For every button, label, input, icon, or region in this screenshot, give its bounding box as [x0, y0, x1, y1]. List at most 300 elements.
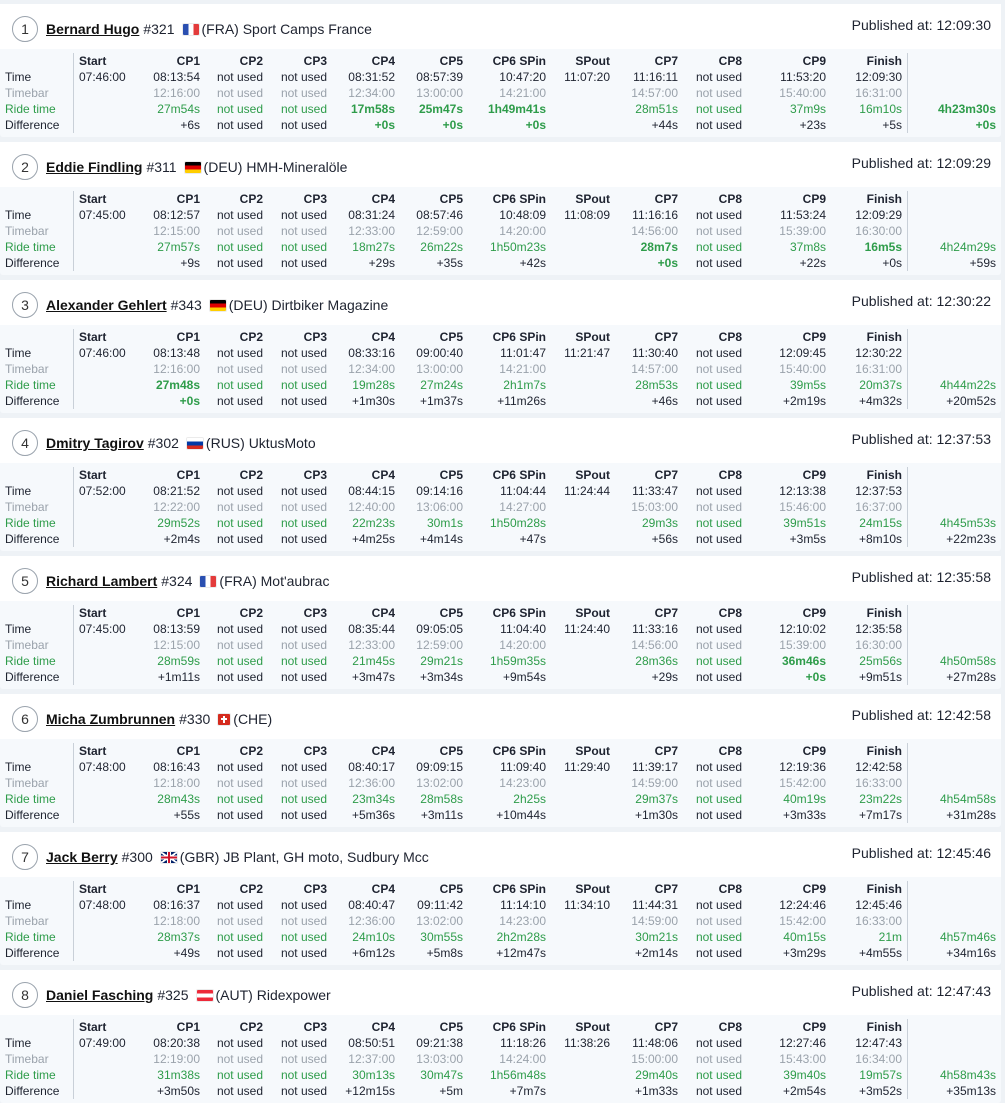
split-cell: not used [695, 622, 742, 636]
split-cell: 11:21:47 [564, 346, 610, 360]
fra-flag-icon [183, 24, 199, 35]
split-cell: +47s [519, 532, 546, 546]
split-cell: +1m33s [634, 1084, 678, 1098]
column-header: CP1 [176, 882, 200, 896]
split-cell: 22m23s [352, 516, 395, 530]
che-flag-icon [218, 714, 230, 725]
split-cell: 2h2m28s [496, 930, 546, 944]
split-cell: 12:18:00 [153, 776, 200, 790]
rank-badge: 2 [12, 154, 38, 180]
column-divider [73, 1019, 74, 1099]
split-cell: 14:21:00 [499, 362, 546, 376]
split-cell: +8m10s [858, 532, 902, 546]
split-cell: +27m28s [946, 670, 996, 684]
rider-card [0, 832, 1001, 965]
split-cell: 1h59m35s [489, 654, 546, 668]
split-cell: 12:35:58 [855, 622, 902, 636]
published-time [852, 707, 991, 723]
bib-number: #325 [157, 987, 189, 1003]
split-cell: 21m45s [352, 654, 395, 668]
column-divider [73, 467, 74, 547]
split-cell: 11:53:20 [780, 70, 826, 84]
split-cell: 12:09:29 [855, 208, 902, 222]
row-label-diff: Difference [5, 394, 60, 408]
split-cell: 16:33:00 [855, 914, 902, 928]
split-cell: not used [695, 670, 742, 684]
column-header: CP6 SPin [492, 192, 546, 206]
splits-table [0, 743, 1001, 823]
split-cell: 08:31:24 [348, 208, 395, 222]
split-cell: 12:19:36 [779, 760, 826, 774]
split-cell: 07:45:00 [79, 208, 126, 222]
row-label-timebar: Timebar [5, 776, 49, 790]
split-cell: 11:01:47 [500, 346, 546, 360]
split-cell: 25m56s [859, 654, 902, 668]
splits-table [0, 191, 1001, 271]
rider-name-link[interactable]: Alexander Gehlert [46, 297, 167, 313]
split-cell: not used [280, 256, 327, 270]
column-header: CP4 [371, 54, 395, 68]
split-cell: not used [216, 1052, 263, 1066]
rank-badge: 6 [12, 706, 38, 732]
split-cell: +12m15s [345, 1084, 395, 1098]
split-cell: 13:02:00 [416, 776, 463, 790]
split-cell: 12:10:02 [779, 622, 826, 636]
rider-info [46, 848, 429, 866]
column-header: CP8 [718, 192, 742, 206]
published-value: 12:09:29 [936, 155, 991, 171]
published-label: Published at: [851, 155, 937, 171]
split-cell: not used [695, 240, 742, 254]
rider-info [46, 434, 316, 452]
row-label-timebar: Timebar [5, 638, 49, 652]
split-cell: 11:18:26 [500, 1036, 546, 1050]
column-header: CP5 [439, 1020, 463, 1034]
split-cell: not used [695, 1084, 742, 1098]
split-cell: not used [695, 394, 742, 408]
split-cell: not used [216, 394, 263, 408]
split-cell: 13:00:00 [416, 362, 463, 376]
deu-flag-icon [210, 300, 226, 311]
split-cell: +31m28s [946, 808, 996, 822]
column-header: SPout [575, 54, 610, 68]
split-cell: 4h58m43s [939, 1068, 996, 1082]
rider-card [0, 280, 1001, 413]
column-header: CP4 [371, 606, 395, 620]
split-cell: 2h25s [513, 792, 546, 806]
split-cell: 08:13:48 [153, 346, 200, 360]
split-cell: +0s [657, 256, 678, 270]
column-header: CP1 [176, 330, 200, 344]
published-value: 12:09:30 [936, 17, 991, 33]
splits-table [0, 53, 1001, 133]
column-header: CP9 [802, 330, 826, 344]
row-label-time: Time [5, 70, 32, 84]
split-cell: +0s [179, 394, 200, 408]
split-cell: 28m36s [635, 654, 678, 668]
row-label-ride: Ride time [5, 654, 56, 668]
split-cell: 18m27s [352, 240, 395, 254]
split-cell: 12:37:53 [855, 484, 902, 498]
split-cell: not used [280, 622, 327, 636]
bib-number: #300 [121, 849, 153, 865]
split-cell: 08:31:52 [348, 70, 395, 84]
rider-name-link[interactable]: Eddie Findling [46, 159, 143, 175]
split-cell: not used [216, 362, 263, 376]
split-cell: 28m7s [640, 240, 678, 254]
rank-badge: 1 [12, 16, 38, 42]
split-cell: 15:43:00 [779, 1052, 826, 1066]
rider-header [0, 280, 1001, 325]
split-cell: +10m44s [496, 808, 546, 822]
split-cell: 12:36:00 [348, 914, 395, 928]
split-cell: +11m26s [497, 394, 546, 408]
split-cell: not used [280, 102, 327, 116]
row-label-ride: Ride time [5, 516, 56, 530]
row-label-timebar: Timebar [5, 86, 49, 100]
split-cell: 11:24:40 [564, 622, 610, 636]
rider-header [0, 694, 1001, 739]
column-header: CP2 [239, 1020, 263, 1034]
column-divider [73, 605, 74, 685]
split-cell: +55s [173, 808, 200, 822]
bib-number: #343 [170, 297, 202, 313]
column-header: CP3 [303, 882, 327, 896]
row-label-time: Time [5, 208, 32, 222]
split-cell: 12:36:00 [348, 776, 395, 790]
rider-header [0, 4, 1001, 49]
split-cell: not used [695, 378, 742, 392]
split-cell: not used [695, 898, 742, 912]
split-cell: not used [216, 516, 263, 530]
split-cell: +3m52s [858, 1084, 902, 1098]
gbr-flag-icon [161, 852, 177, 863]
published-time [852, 17, 991, 33]
split-cell: 10:47:20 [499, 70, 546, 84]
split-cell: 12:59:00 [416, 638, 463, 652]
split-cell: 12:42:58 [855, 760, 902, 774]
column-header: CP1 [176, 744, 200, 758]
split-cell: 4h57m46s [939, 930, 996, 944]
column-header: CP2 [239, 468, 263, 482]
split-cell: +1m30s [351, 394, 395, 408]
column-header: CP3 [303, 192, 327, 206]
split-cell: 14:27:00 [499, 500, 546, 514]
column-header: CP7 [654, 1020, 678, 1034]
rider-name-link[interactable]: Dmitry Tagirov [46, 435, 144, 451]
column-header: CP3 [303, 744, 327, 758]
split-cell: 08:40:47 [348, 898, 395, 912]
column-header: CP4 [371, 192, 395, 206]
row-label-ride: Ride time [5, 378, 56, 392]
split-cell: 15:42:00 [779, 776, 826, 790]
split-cell: 12:09:45 [779, 346, 826, 360]
aut-flag-icon [197, 990, 213, 1001]
split-cell: 15:46:00 [779, 500, 826, 514]
column-header: Start [79, 744, 107, 758]
split-cell: not used [280, 346, 327, 360]
split-cell: not used [280, 638, 327, 652]
split-cell: not used [280, 378, 327, 392]
split-cell: 17m58s [350, 102, 395, 116]
split-cell: 09:00:40 [416, 346, 463, 360]
split-cell: 25m47s [418, 102, 463, 116]
split-cell: 12:22:00 [153, 500, 200, 514]
split-cell: 20m37s [859, 378, 902, 392]
split-cell: +22m23s [946, 532, 996, 546]
published-time [852, 155, 991, 171]
column-header: CP1 [176, 192, 200, 206]
split-cell: 28m59s [157, 654, 200, 668]
column-header: CP1 [176, 606, 200, 620]
row-label-time: Time [5, 484, 32, 498]
split-cell: +44s [651, 118, 678, 132]
team-name: (RUS) UktusMoto [205, 435, 316, 451]
split-cell: +5m [439, 1084, 463, 1098]
split-cell: not used [280, 224, 327, 238]
split-cell: not used [280, 1084, 327, 1098]
column-divider [73, 191, 74, 271]
column-header: CP9 [802, 1020, 826, 1034]
split-cell: 11:24:44 [564, 484, 610, 498]
split-cell: 12:45:46 [855, 898, 902, 912]
column-header: CP7 [654, 882, 678, 896]
split-cell: 07:46:00 [79, 70, 126, 84]
rider-header [0, 142, 1001, 187]
split-cell: 14:57:00 [631, 86, 678, 100]
rider-info [46, 296, 388, 314]
split-cell: +22s [799, 256, 826, 270]
split-cell: not used [280, 118, 327, 132]
split-cell: 28m37s [157, 930, 200, 944]
split-cell: 16:30:00 [855, 638, 902, 652]
row-label-timebar: Timebar [5, 500, 49, 514]
split-cell: +35m13s [946, 1084, 996, 1098]
split-cell: 24m15s [859, 516, 902, 530]
split-cell: 36m46s [781, 654, 826, 668]
column-header: CP6 SPin [492, 1020, 546, 1034]
column-header: CP6 SPin [492, 744, 546, 758]
split-cell: +4m55s [858, 946, 902, 960]
split-cell: 14:21:00 [499, 86, 546, 100]
split-cell: 08:40:17 [348, 760, 395, 774]
split-cell: 14:59:00 [631, 776, 678, 790]
split-cell: +9s [180, 256, 200, 270]
rider-name-link[interactable]: Richard Lambert [46, 573, 158, 589]
split-cell: not used [695, 930, 742, 944]
column-header: Finish [866, 192, 902, 206]
split-cell: +56s [651, 532, 678, 546]
split-cell: 11:44:31 [632, 898, 678, 912]
published-value: 12:47:43 [936, 983, 991, 999]
column-divider [907, 743, 908, 823]
split-cell: 16m10s [859, 102, 902, 116]
split-cell: +9m54s [502, 670, 546, 684]
team-name: (FRA) Mot'aubrac [219, 573, 330, 589]
column-header: Start [79, 468, 107, 482]
split-cell: not used [695, 760, 742, 774]
split-cell: +4m25s [351, 532, 395, 546]
column-header: CP4 [371, 882, 395, 896]
column-header: CP5 [439, 192, 463, 206]
split-cell: 26m22s [420, 240, 463, 254]
split-cell: 11:04:44 [500, 484, 546, 498]
column-header: CP8 [718, 1020, 742, 1034]
split-cell: not used [216, 500, 263, 514]
split-cell: not used [216, 670, 263, 684]
column-divider [907, 1019, 908, 1099]
split-cell: +0s [442, 118, 463, 132]
split-cell: 4h45m53s [939, 516, 996, 530]
split-cell: not used [695, 346, 742, 360]
split-cell: 16:33:00 [855, 776, 902, 790]
split-cell: 08:21:52 [153, 484, 200, 498]
split-cell: 12:27:46 [779, 1036, 826, 1050]
row-label-time: Time [5, 622, 32, 636]
column-divider [907, 329, 908, 409]
column-header: CP3 [303, 330, 327, 344]
split-cell: +34m16s [946, 946, 996, 960]
split-cell: 11:38:26 [564, 1036, 610, 1050]
split-cell: 12:47:43 [855, 1036, 902, 1050]
split-cell: +1m30s [634, 808, 678, 822]
split-cell: not used [280, 1068, 327, 1082]
split-cell: 1h49m41s [487, 102, 546, 116]
split-cell: 30m13s [352, 1068, 395, 1082]
rider-header [0, 970, 1001, 1015]
published-time [852, 293, 991, 309]
rider-name-link[interactable]: Bernard Hugo [46, 21, 140, 37]
published-label: Published at: [851, 431, 937, 447]
split-cell: 14:23:00 [499, 776, 546, 790]
published-value: 12:35:58 [936, 569, 991, 585]
split-cell: not used [216, 776, 263, 790]
split-cell: 15:40:00 [779, 86, 826, 100]
split-cell: 12:18:00 [153, 914, 200, 928]
row-label-timebar: Timebar [5, 224, 49, 238]
split-cell: 12:19:00 [153, 1052, 200, 1066]
split-cell: not used [280, 86, 327, 100]
split-cell: 08:13:54 [153, 70, 200, 84]
split-cell: +3m5s [789, 532, 826, 546]
split-cell: 39m51s [783, 516, 826, 530]
split-cell: 37m9s [789, 102, 826, 116]
split-cell: 30m47s [420, 1068, 463, 1082]
split-cell: 4h44m22s [939, 378, 996, 392]
column-header: CP5 [439, 606, 463, 620]
split-cell: not used [216, 1068, 263, 1082]
column-header: CP8 [718, 744, 742, 758]
split-cell: not used [216, 1084, 263, 1098]
published-label: Published at: [851, 707, 937, 723]
split-cell: +23s [799, 118, 826, 132]
split-cell: 16:37:00 [855, 500, 902, 514]
column-header: CP7 [654, 192, 678, 206]
split-cell: not used [216, 240, 263, 254]
split-cell: 11:04:40 [500, 622, 546, 636]
split-cell: not used [280, 808, 327, 822]
column-header: Finish [866, 606, 902, 620]
column-header: CP5 [439, 744, 463, 758]
split-cell: 15:40:00 [779, 362, 826, 376]
column-header: Start [79, 192, 107, 206]
split-cell: 13:06:00 [416, 500, 463, 514]
row-label-time: Time [5, 898, 32, 912]
rider-name-link[interactable]: Micha Zumbrunnen [46, 711, 176, 727]
splits-table [0, 1019, 1001, 1099]
split-cell: 16:31:00 [855, 362, 902, 376]
column-divider [73, 743, 74, 823]
split-cell: not used [280, 1052, 327, 1066]
split-cell: +2m19s [782, 394, 826, 408]
team-name: (DEU) Dirtbiker Magazine [228, 297, 389, 313]
split-cell: 21m [878, 930, 902, 944]
column-header: CP3 [303, 606, 327, 620]
split-cell: 2h1m7s [503, 378, 546, 392]
split-cell: not used [216, 346, 263, 360]
split-cell: 07:46:00 [79, 346, 126, 360]
split-cell: 13:00:00 [416, 86, 463, 100]
column-header: CP6 SPin [492, 468, 546, 482]
column-header: Finish [866, 330, 902, 344]
column-header: CP9 [802, 54, 826, 68]
split-cell: 12:16:00 [153, 86, 200, 100]
split-cell: 15:39:00 [779, 224, 826, 238]
split-cell: +0s [374, 118, 395, 132]
split-cell: not used [216, 638, 263, 652]
split-cell: 08:13:59 [153, 622, 200, 636]
row-label-timebar: Timebar [5, 914, 49, 928]
split-cell: 12:34:00 [348, 86, 395, 100]
split-cell: not used [216, 532, 263, 546]
split-cell: 12:40:00 [348, 500, 395, 514]
row-label-diff: Difference [5, 118, 60, 132]
column-header: Finish [866, 468, 902, 482]
split-cell: 11:48:06 [632, 1036, 678, 1050]
rank-badge: 7 [12, 844, 38, 870]
column-header: SPout [575, 1020, 610, 1034]
split-cell: 09:14:16 [416, 484, 463, 498]
split-cell: not used [216, 792, 263, 806]
column-header: CP7 [654, 606, 678, 620]
split-cell: 11:33:47 [632, 484, 678, 498]
rider-card [0, 4, 1001, 137]
column-header: SPout [575, 744, 610, 758]
split-cell: not used [216, 484, 263, 498]
split-cell: +5s [882, 118, 902, 132]
published-value: 12:30:22 [936, 293, 991, 309]
split-cell: not used [216, 70, 263, 84]
rider-name-link[interactable]: Daniel Fasching [46, 987, 154, 1003]
split-cell: 13:03:00 [416, 1052, 463, 1066]
split-cell: not used [280, 70, 327, 84]
rank-badge: 8 [12, 982, 38, 1008]
row-label-ride: Ride time [5, 1068, 56, 1082]
column-header: CP2 [239, 54, 263, 68]
split-cell: not used [216, 86, 263, 100]
split-cell: not used [695, 654, 742, 668]
column-header: Start [79, 1020, 107, 1034]
split-cell: +3m11s [420, 808, 463, 822]
column-header: SPout [575, 606, 610, 620]
rider-name-link[interactable]: Jack Berry [46, 849, 118, 865]
split-cell: +59s [969, 256, 996, 270]
split-cell: 15:39:00 [779, 638, 826, 652]
column-header: CP4 [371, 468, 395, 482]
split-cell: 30m1s [426, 516, 463, 530]
column-divider [907, 605, 908, 685]
split-cell: not used [695, 484, 742, 498]
